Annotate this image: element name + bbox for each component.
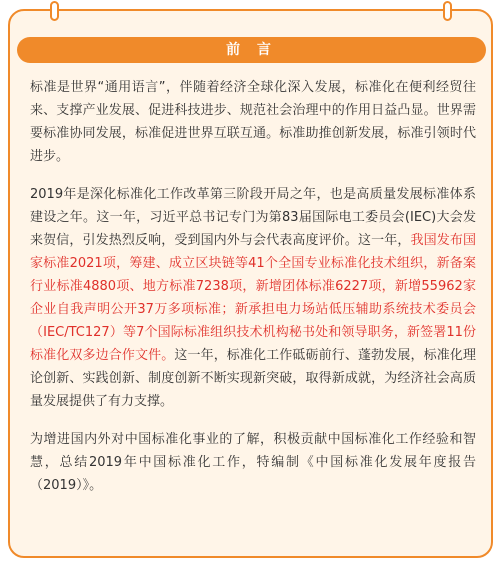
paragraph-3: 为增进国内外对中国标准化事业的了解，积极贡献中国标准化工作经验和智慧，总结2019年中国标准化工作，特编制《中国标准化发展年度报告（2019）》。	[30, 432, 476, 493]
paragraph-2	[30, 183, 476, 413]
paragraph-2-highlight: 我国发布国家标准2021项，筹建、成立区块链等41个全国专业标准化技术组织，新备案行业标准4880项、地方标准7238项，新增团体标准6227项，新增55962家企业自我声明公开37万多项标准；新承担电力场站低压辅助系统技术委员会（IEC/TC127）等7个国际标准组织技术机构秘书处和领导职务，新签署11份标准化双多边合作文件。	[30, 233, 476, 363]
preface-title: 前 言	[17, 37, 486, 63]
frame-tab-right	[443, 1, 452, 21]
paragraph-2-outro: 这一年，标准化工作砥砺前行、蓬勃发展，标准化理论创新、实践创新、制度创新不断实现新突破，取得新成就，为经济社会高质量发展提供了有力支撑。	[30, 348, 476, 409]
preface-body	[30, 76, 476, 512]
paragraph-2-intro: 2019年是深化标准化工作改革第三阶段开局之年，也是高质量发展标准体系建设之年。这一年，习近平总书记专门为第83届国际电工委员会(IEC)大会发来贺信，引发热烈反响，受到国内外与会代表高度评价。这一年，	[30, 187, 476, 248]
paragraph-1: 标准是世界“通用语言”，伴随着经济全球化深入发展，标准化在便利经贸往来、支撑产业发展、促进科技进步、规范社会治理中的作用日益凸显。世界需要标准协同发展，标准促进世界互联互通。标准助推创新发展，标准引领时代进步。	[30, 80, 476, 164]
frame-tab-left	[50, 1, 59, 21]
